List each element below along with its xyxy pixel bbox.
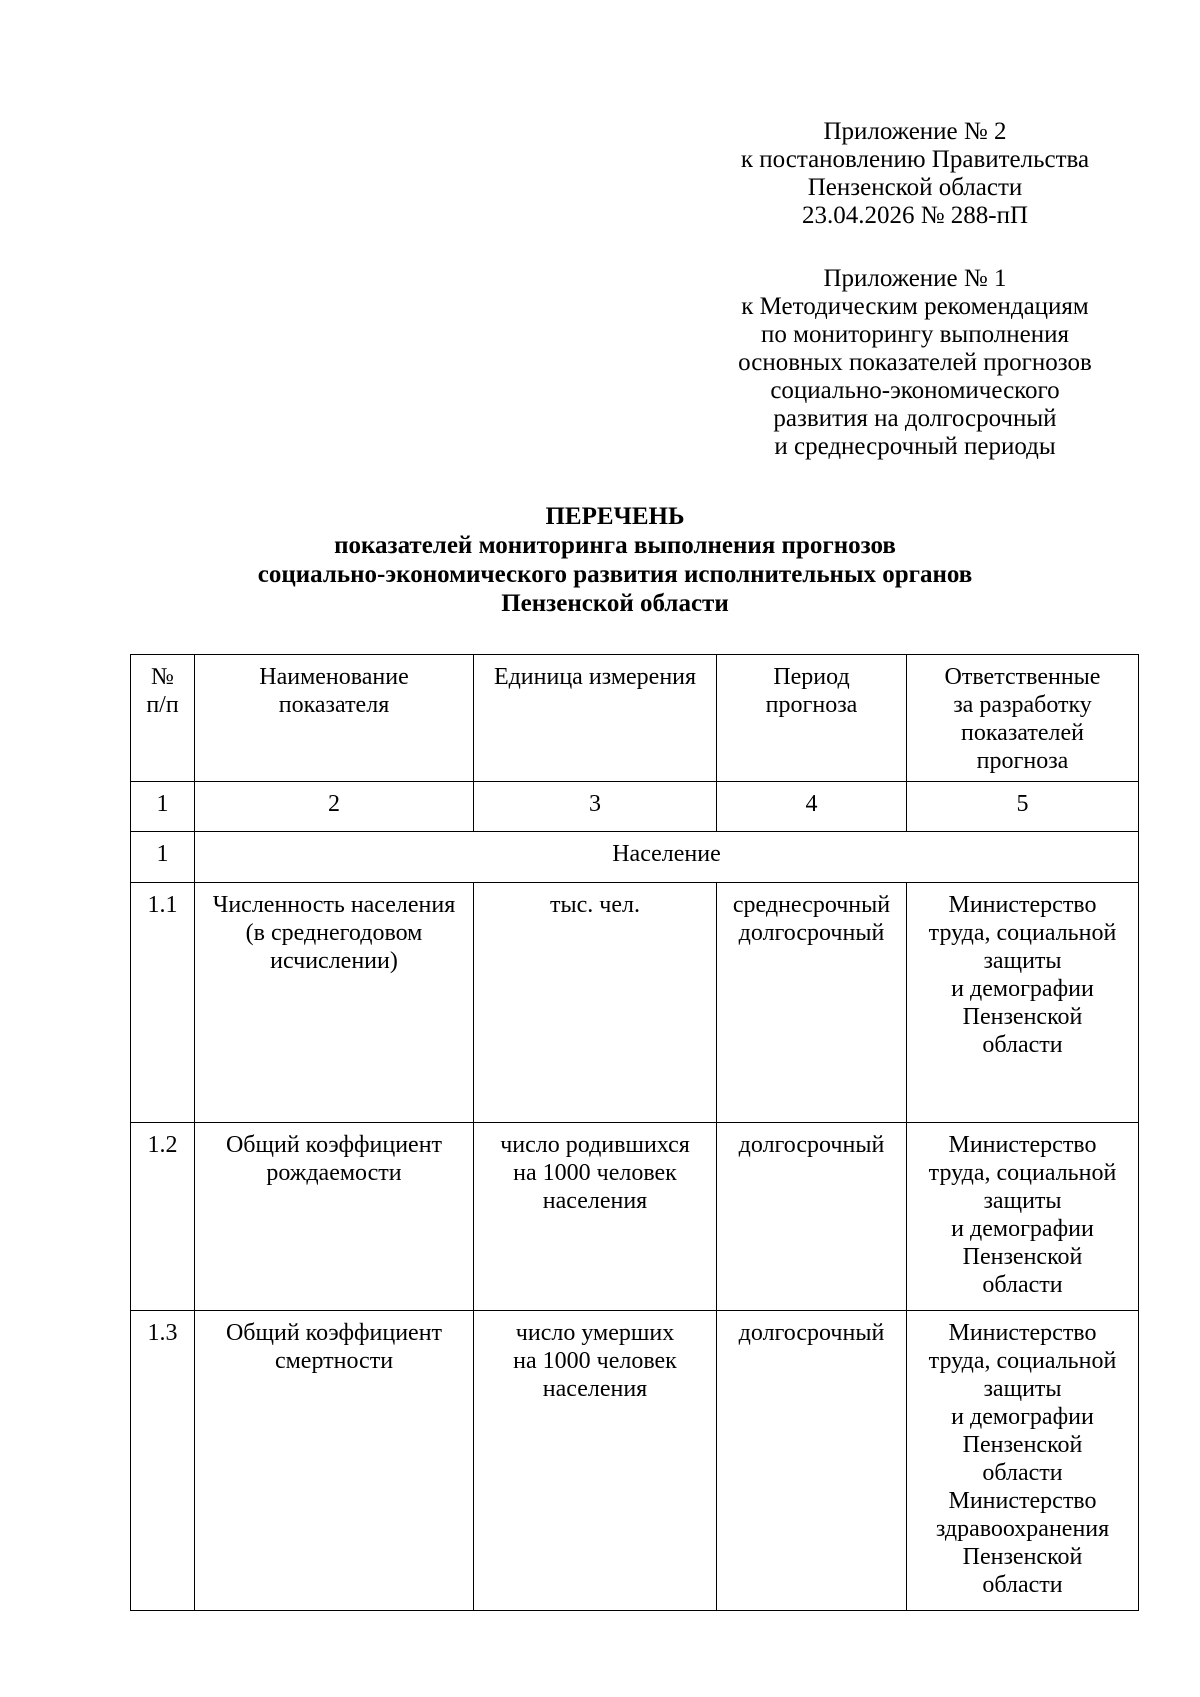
- appendix-2-header: [700, 118, 1130, 230]
- section-name: Население: [195, 832, 1139, 883]
- title-line: ПЕРЕЧЕНЬ: [545, 503, 685, 530]
- header-cell-name: [195, 655, 474, 782]
- indicators-table: [130, 654, 1139, 1611]
- table-row: [131, 883, 1139, 1123]
- cell-line: число умерших: [515, 1320, 675, 1346]
- cell-line: Пензенской: [962, 1432, 1083, 1458]
- row-responsible: [907, 1311, 1139, 1611]
- column-number-cell: 1: [131, 782, 195, 832]
- cell-line: Министерство: [948, 1488, 1097, 1514]
- cell-line: долгосрочный: [738, 1320, 885, 1346]
- cell-line: Наименование: [259, 664, 409, 690]
- cell-line: тыс. чел.: [550, 892, 640, 918]
- cell-line: области: [982, 1032, 1063, 1058]
- row-number: 1.2: [131, 1123, 195, 1311]
- appendix-2-line: Пензенской области: [807, 174, 1023, 201]
- cell-line: Общий коэффициент: [225, 1320, 443, 1346]
- appendix-2-date-line: 23.04.2026 № 288-пП: [801, 202, 1029, 229]
- cell-line: рождаемости: [266, 1160, 402, 1186]
- row-indicator-name: [195, 1123, 474, 1311]
- column-number-cell: 5: [907, 782, 1139, 832]
- cell-line: Министерство: [948, 1320, 1097, 1346]
- table-header-row: [131, 655, 1139, 782]
- cell-line: на 1000 человек: [513, 1160, 677, 1186]
- cell-line: Общий коэффициент: [225, 1132, 443, 1158]
- column-numbers-row: [131, 782, 1139, 832]
- cell-line: населения: [542, 1376, 648, 1402]
- cell-line: защиты: [983, 1188, 1062, 1214]
- appendix-1-line: основных показателей прогнозов: [738, 349, 1092, 376]
- row-indicator-name: [195, 1311, 474, 1611]
- title-line: показателей мониторинга выполнения прогнозов: [334, 532, 896, 559]
- appendix-1-line: по мониторингу выполнения: [761, 321, 1069, 348]
- appendix-1-line: к Методическим рекомендациям: [741, 293, 1089, 320]
- cell-line: труда, социальной: [928, 1160, 1117, 1186]
- column-number-cell: 4: [717, 782, 907, 832]
- cell-line: области: [982, 1572, 1063, 1598]
- cell-line: Ответственные: [944, 664, 1101, 690]
- cell-line: Министерство: [948, 1132, 1097, 1158]
- cell-line: п/п: [146, 692, 179, 718]
- table-row: [131, 1123, 1139, 1311]
- row-unit: [474, 1123, 717, 1311]
- cell-line: долгосрочный: [738, 920, 885, 946]
- column-number-cell: 3: [474, 782, 717, 832]
- cell-line: №: [151, 664, 174, 690]
- cell-line: долгосрочный: [738, 1132, 885, 1158]
- row-number: 1.1: [131, 883, 195, 1123]
- appendix-1-line: социально-экономического: [770, 377, 1060, 404]
- row-responsible: [907, 1123, 1139, 1311]
- appendix-1-line: развития на долгосрочный: [773, 405, 1057, 432]
- cell-line: защиты: [983, 948, 1062, 974]
- cell-line: число родившихся: [500, 1132, 690, 1158]
- header-cell-unit: [474, 655, 717, 782]
- cell-line: защиты: [983, 1376, 1062, 1402]
- cell-line: и демографии: [951, 1404, 1094, 1430]
- column-number-cell: 2: [195, 782, 474, 832]
- title-line: социально-экономического развития исполнительных органов: [257, 561, 973, 588]
- cell-line: Единица измерения: [493, 664, 697, 690]
- cell-line: и демографии: [951, 1216, 1094, 1242]
- row-unit: [474, 883, 717, 1123]
- appendix-2-line: Приложение № 2: [823, 118, 1007, 145]
- section-row: [131, 832, 1139, 883]
- cell-line: Период: [773, 664, 850, 690]
- document-title: [130, 502, 1100, 618]
- table-row: [131, 1311, 1139, 1611]
- cell-line: области: [982, 1272, 1063, 1298]
- cell-line: за разработку: [953, 692, 1092, 718]
- appendix-2-line: к постановлению Правительства: [740, 146, 1090, 173]
- cell-line: показателя: [278, 692, 390, 718]
- title-line: Пензенской области: [501, 590, 729, 617]
- header-cell-responsible: [907, 655, 1139, 782]
- appendix-1-line: и среднесрочный периоды: [774, 433, 1056, 460]
- cell-line: населения: [542, 1188, 648, 1214]
- cell-line: и демографии: [951, 976, 1094, 1002]
- cell-line: прогноза: [765, 692, 858, 718]
- cell-line: Пензенской: [962, 1004, 1083, 1030]
- row-indicator-name: [195, 883, 474, 1123]
- cell-line: исчислении): [270, 948, 398, 974]
- appendix-1-header: [700, 265, 1130, 461]
- cell-line: Численность населения: [212, 892, 456, 918]
- appendix-1-line: Приложение № 1: [823, 265, 1007, 292]
- cell-line: смертности: [274, 1348, 394, 1374]
- cell-line: Пензенской: [962, 1244, 1083, 1270]
- row-responsible: [907, 883, 1139, 1123]
- cell-line: Пензенской: [962, 1544, 1083, 1570]
- cell-line: прогноза: [976, 748, 1069, 774]
- row-period: [717, 883, 907, 1123]
- cell-line: Министерство: [948, 892, 1097, 918]
- cell-line: труда, социальной: [928, 1348, 1117, 1374]
- cell-line: (в среднегодовом: [245, 920, 423, 946]
- cell-line: среднесрочный: [732, 892, 891, 918]
- row-period: [717, 1123, 907, 1311]
- row-number: 1.3: [131, 1311, 195, 1611]
- row-unit: [474, 1311, 717, 1611]
- cell-line: на 1000 человек: [513, 1348, 677, 1374]
- cell-line: показателей: [961, 720, 1084, 746]
- row-period: [717, 1311, 907, 1611]
- cell-line: труда, социальной: [928, 920, 1117, 946]
- section-number: 1: [131, 832, 195, 883]
- header-cell-period: [717, 655, 907, 782]
- header-cell-number: [131, 655, 195, 782]
- cell-line: области: [982, 1460, 1063, 1486]
- cell-line: здравоохранения: [935, 1516, 1110, 1542]
